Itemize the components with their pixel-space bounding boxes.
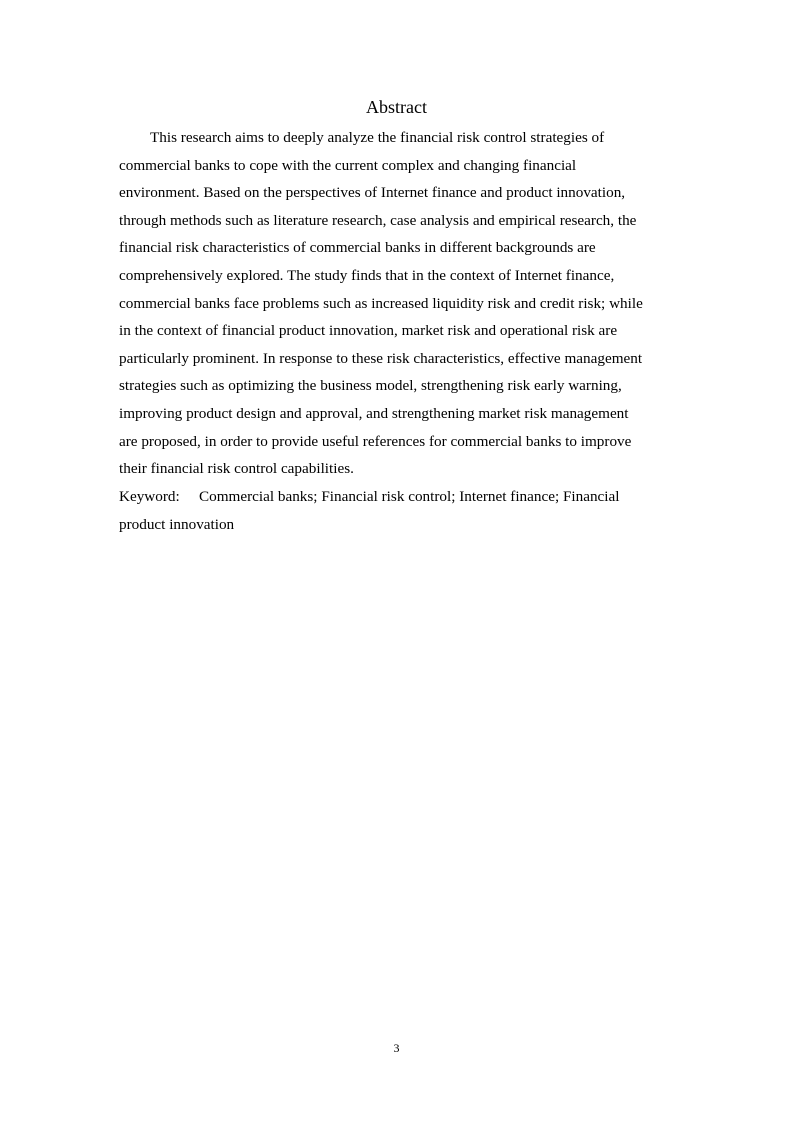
page-number: 3 (393, 1041, 400, 1055)
abstract-line: their financial risk control capabilities. (119, 460, 354, 478)
keywords-block (119, 483, 679, 538)
keywords-continuation: product innovation (119, 515, 235, 533)
abstract-line: particularly prominent. In response to these risk characteristics, effective management (119, 349, 643, 367)
abstract-line: improving product design and approval, and strengthening market risk management (119, 404, 629, 422)
abstract-title: Abstract (366, 97, 427, 117)
abstract-line: strategies such as optimizing the business model, strengthening risk early warning, (119, 377, 622, 395)
keywords-label: Keyword: (119, 488, 180, 505)
keywords-line (119, 483, 679, 511)
abstract-line: environment. Based on the perspectives of Internet finance and product innovation, (119, 184, 626, 202)
abstract-line: in the context of financial product innovation, market risk and operational risk are (119, 322, 618, 340)
abstract-body (119, 124, 679, 483)
abstract-line: commercial banks face problems such as increased liquidity risk and credit risk; while (119, 294, 643, 312)
abstract-line: commercial banks to cope with the current complex and changing financial (119, 156, 577, 174)
abstract-line: comprehensively explored. The study finds that in the context of Internet finance, (119, 266, 615, 284)
keywords-text: Commercial banks; Financial risk control; Internet finance; Financial (199, 488, 620, 505)
abstract-line: are proposed, in order to provide useful references for commercial banks to improve (119, 432, 632, 450)
abstract-line: This research aims to deeply analyze the financial risk control strategies of (150, 129, 605, 146)
abstract-line: financial risk characteristics of commercial banks in different backgrounds are (119, 239, 596, 257)
abstract-line: through methods such as literature research, case analysis and empirical research, the (119, 211, 637, 229)
